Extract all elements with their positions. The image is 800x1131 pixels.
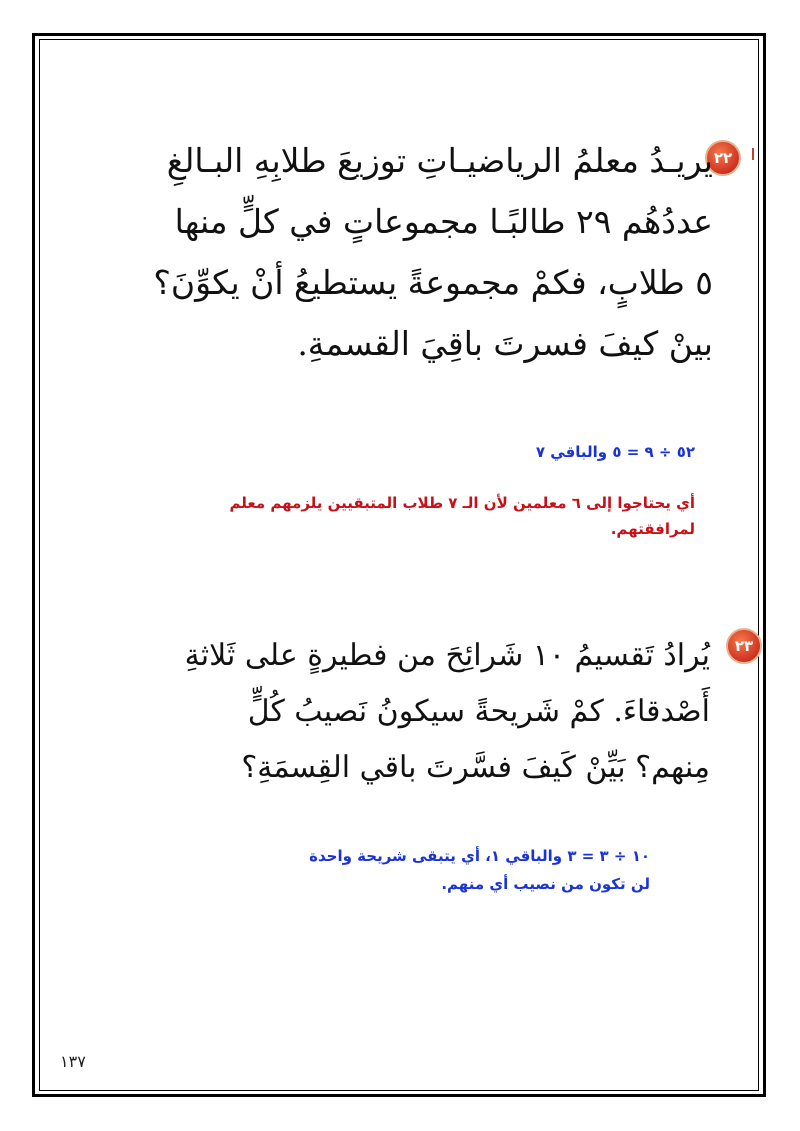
question-22-explanation-line-2: لمرافقتهم. — [610, 520, 695, 538]
question-22-answer-equation: ٥٢ ÷ ٩ = ٥ والباقي ٧ — [535, 443, 695, 461]
question-22-text — [153, 130, 713, 374]
question-22-line-2: عددُهُم ٢٩ طالبًـا مجموعاتٍ في كلٍّ منها — [174, 202, 713, 241]
question-22-line-4: بينْ كيفَ فسرتَ باقِيَ القسمةِ. — [297, 324, 713, 363]
question-23-answer-line-1: ١٠ ÷ ٣ = ٣ والباقي ١، أي يتبقى شريحة واحدة — [309, 847, 650, 865]
question-22-line-3: ٥ طلابٍ، فكمْ مجموعةً يستطيعُ أنْ يكوِّنَ؟ — [153, 263, 713, 302]
question-22-answer-explanation — [175, 490, 695, 542]
question-23-line-3: مِنهم؟ بَيِّنْ كَيفَ فسَّرتَ باقي القِسمَةِ؟ — [241, 750, 710, 785]
question-22-line-1: يريـدُ معلمُ الرياضيـاتِ توزيعَ طلابِهِ البـالغِ — [166, 141, 713, 180]
question-23-answer-line-2: لن تكون من نصيب أي منهم. — [441, 875, 650, 893]
question-22-mark — [752, 148, 754, 160]
page-number: ١٣٧ — [60, 1052, 86, 1071]
question-22-badge: ٢٢ — [705, 140, 741, 176]
question-23-badge: ٢٣ — [726, 628, 762, 664]
question-23-text — [150, 628, 710, 796]
question-23-line-1: يُرادُ تَقسيمُ ١٠ شَرائِحَ من فطيرةٍ على ثَلاثةِ — [184, 638, 710, 673]
question-23-answer — [309, 842, 650, 898]
question-22-explanation-line-1: أي يحتاجوا إلى ٦ معلمين لأن الـ ٧ طلاب المتبقيين يلزمهم معلم — [229, 494, 695, 512]
question-23-line-2: أَصْدقاءَ. كمْ شَريحةً سيكونُ نَصيبُ كُلٍّ — [247, 694, 710, 729]
